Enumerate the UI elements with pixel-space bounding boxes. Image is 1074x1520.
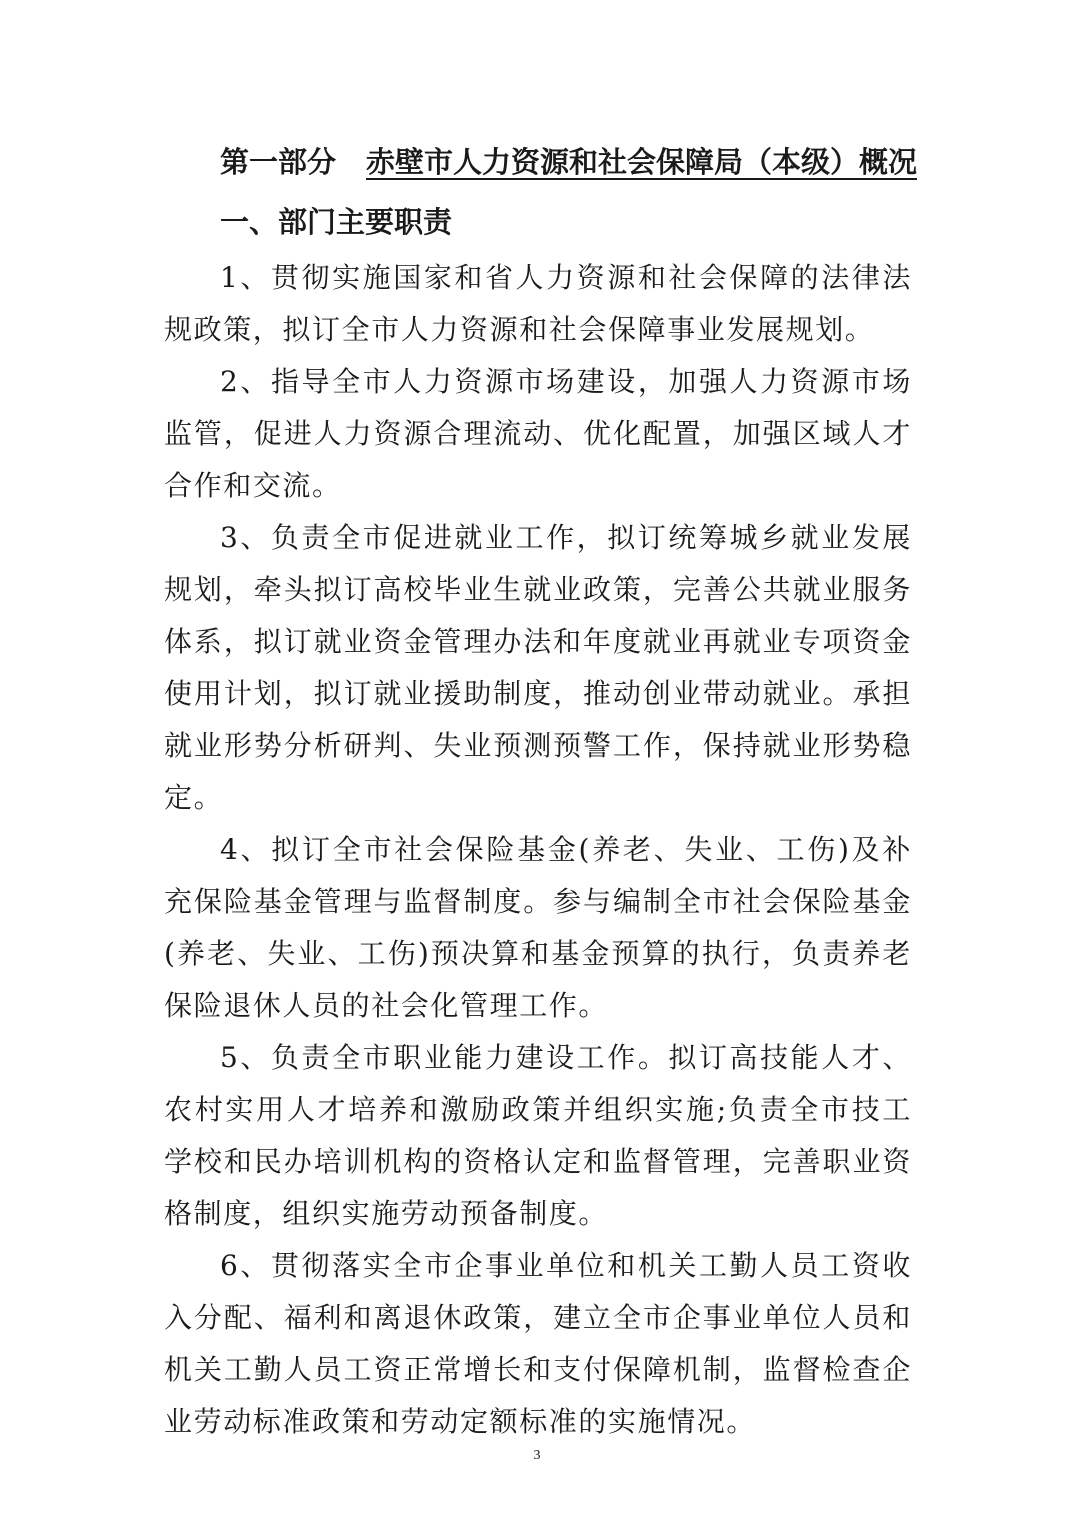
body-text <box>164 252 912 1448</box>
duty-paragraph-3: 3、负责全市促进就业工作，拟订统筹城乡就业发展规划，牵头拟订高校毕业生就业政策，完善公共就业服务体系，拟订就业资金管理办法和年度就业再就业专项资金使用计划，拟订就业援助制度，推动创业带动就业。承担就业形势分析研判、失业预测预警工作，保持就业形势稳定。 <box>164 521 912 814</box>
part-title <box>220 140 917 181</box>
duty-paragraph-5: 5、负责全市职业能力建设工作。拟订高技能人才、农村实用人才培养和激励政策并组织实施;负责全市技工学校和民办培训机构的资格认定和监督管理，完善职业资格制度，组织实施劳动预备制度。 <box>164 1041 912 1230</box>
page-number: 3 <box>533 1448 541 1463</box>
section-heading: 一、部门主要职责 <box>220 205 453 239</box>
part-title-name: 赤壁市人力资源和社会保障局（本级）概况 <box>366 145 918 179</box>
part-title-prefix: 第一部分 <box>220 145 337 179</box>
duty-paragraph-2: 2、指导全市人力资源市场建设，加强人力资源市场监管，促进人力资源合理流动、优化配置，加强区域人才合作和交流。 <box>164 365 912 502</box>
duty-paragraph-1: 1、贯彻实施国家和省人力资源和社会保障的法律法规政策，拟订全市人力资源和社会保障事业发展规划。 <box>164 261 912 346</box>
duty-paragraph-6: 6、贯彻落实全市企事业单位和机关工勤人员工资收入分配、福利和离退休政策，建立全市企事业单位人员和机关工勤人员工资正常增长和支付保障机制，监督检查企业劳动标准政策和劳动定额标准的实施情况。 <box>164 1249 912 1438</box>
duty-paragraph-4: 4、拟订全市社会保险基金(养老、失业、工伤)及补充保险基金管理与监督制度。参与编制全市社会保险基金(养老、失业、工伤)预决算和基金预算的执行，负责养老保险退休人员的社会化管理工作。 <box>164 833 912 1022</box>
